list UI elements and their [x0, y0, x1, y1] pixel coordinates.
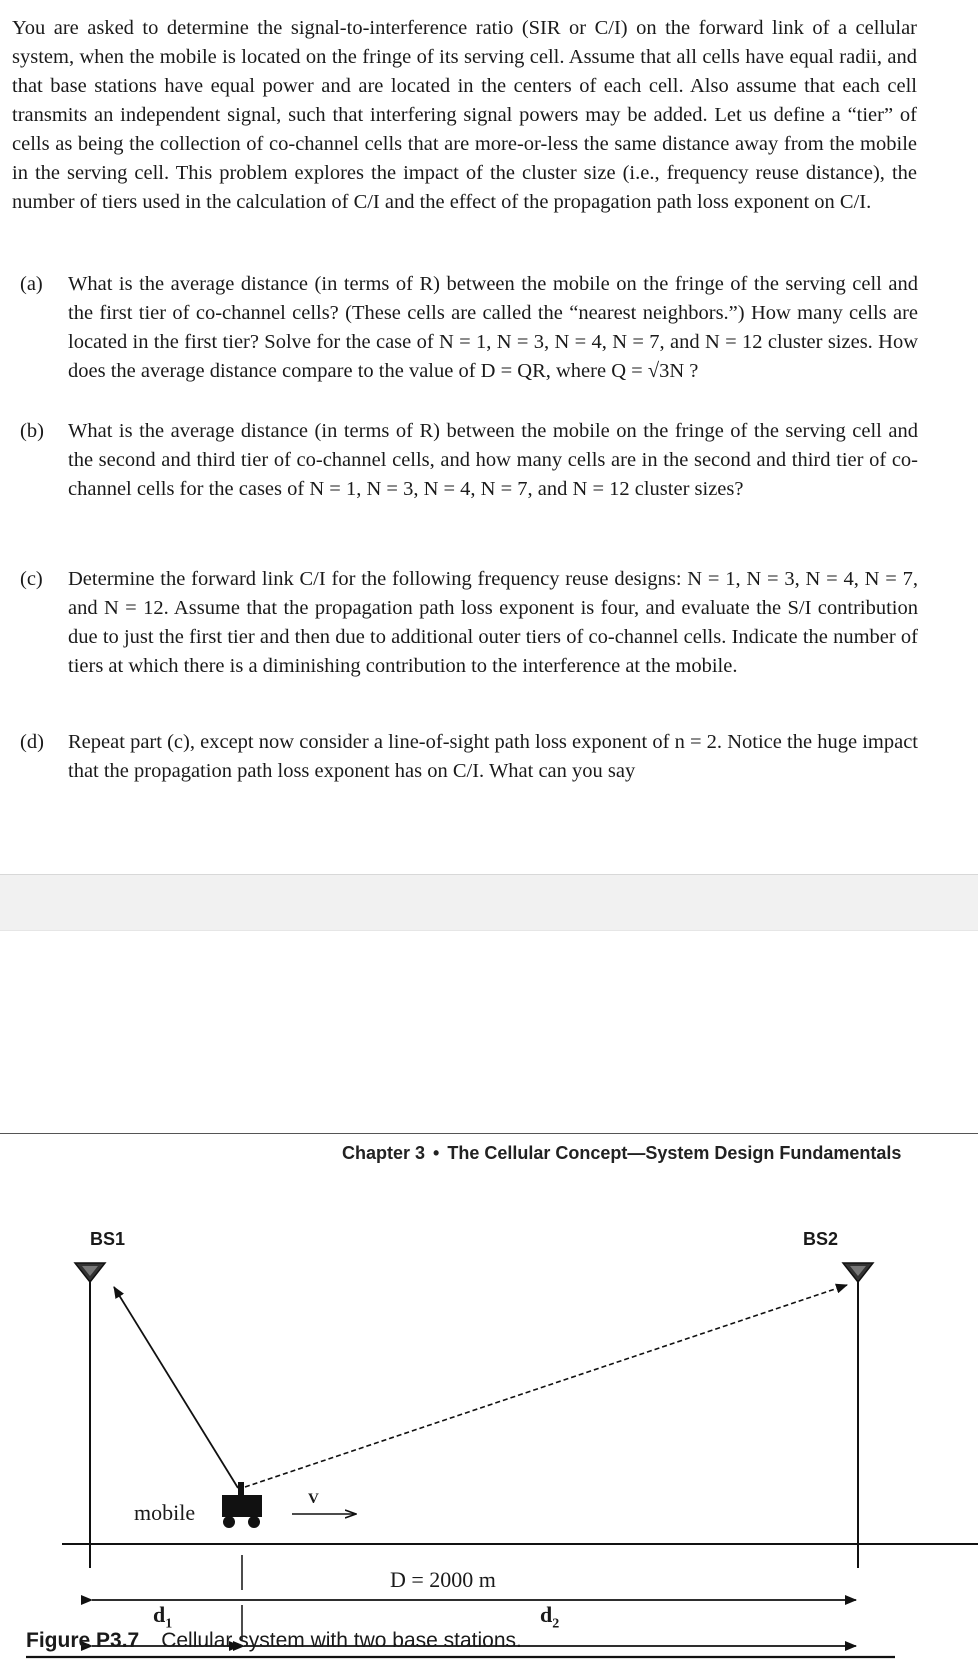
bs1-signal-path	[114, 1287, 238, 1488]
page-gap-divider	[0, 874, 978, 931]
part-label: (d)	[20, 731, 44, 753]
part-label: (b)	[20, 420, 44, 442]
d1-symbol: d	[153, 1602, 166, 1627]
header-separator: •	[433, 1143, 440, 1163]
problem-part-c	[20, 565, 918, 681]
bs1-antenna-icon	[75, 1263, 105, 1282]
header-rule	[0, 1133, 978, 1134]
problem-intro: You are asked to determine the signal-to-interference ratio (SIR or C/I) on the forward link of a cellular system, when the mobile is located on the fringe of its serving cell. Assume that all cells have equal radii, and that base stations have equal power and are located in the centers of each cell. Also assume that each cell transmits an independent signal, such that interfering signal powers may be added. Let us define a “tier” of cells as being the collection of co-channel cells that are more-or-less the same distance away from the mobile in the serving cell. This problem explores the impact of the cluster size (i.e., frequency reuse distance), the number of tiers used in the calculation of C/I and the effect of the propagation path loss exponent on C/I.	[12, 17, 917, 213]
bs2-antenna-icon	[843, 1263, 873, 1282]
part-text: What is the average distance (in terms of R) between the mobile on the fringe of the serving cell and the first tier of co-channel cells? (These cells are called the “nearest neighbors.”) How many cells are located in the first tier? Solve for the case of N = 1, N = 3, N = 4, N = 7, and N = 12 cluster sizes. How does the average distance compare to the value of D = QR, where Q = √3N ?	[68, 273, 918, 382]
bs2-label: BS2	[803, 1229, 839, 1249]
d2-subscript: 2	[552, 1616, 560, 1632]
d2-symbol: d	[540, 1602, 553, 1627]
chapter-number: Chapter 3	[342, 1143, 426, 1163]
d1-label	[153, 1602, 172, 1632]
problem-part-b	[20, 417, 918, 504]
d2-label	[540, 1602, 559, 1632]
bs2-interference-path	[245, 1285, 847, 1487]
part-label: (a)	[20, 273, 43, 295]
figure-caption	[26, 1629, 522, 1653]
part-label: (c)	[20, 568, 43, 590]
mobile-label: mobile	[134, 1500, 196, 1525]
problem-part-d	[20, 728, 918, 786]
mobile-vehicle-icon	[222, 1482, 262, 1528]
distance-label: D = 2000 m	[390, 1567, 496, 1592]
figure-caption-text: Cellular system with two base stations.	[161, 1629, 522, 1652]
figure-number: Figure P3.7	[26, 1629, 140, 1652]
d1-subscript: 1	[165, 1616, 173, 1632]
part-text: Determine the forward link C/I for the following frequency reuse designs: N = 1, N = 3, N = 4, N = 7, and N = 12. Assume that the propagation path loss exponent is four, and evaluate the S/I contribution due to just the first tier and then due to additional outer tiers of co-channel cells. Indicate the number of tiers at which there is a diminishing contribution to the interference at the mobile.	[68, 568, 918, 677]
chapter-title: The Cellular Concept—System Design Fundamentals	[447, 1143, 902, 1163]
velocity-label: V	[308, 1491, 319, 1507]
problem-part-a	[20, 270, 918, 386]
part-text: Repeat part (c), except now consider a line-of-sight path loss exponent of n = 2. Notice the huge impact that the propagation path loss exponent has on C/I. What can you say	[68, 731, 918, 782]
bs1-label: BS1	[90, 1229, 126, 1249]
part-text: What is the average distance (in terms of R) between the mobile on the fringe of the serving cell and the second and third tier of co-channel cells, and how many cells are in the second and third tier of co-channel cells for the cases of N = 1, N = 3, N = 4, N = 7, and N = 12 cluster sizes?	[68, 420, 918, 500]
